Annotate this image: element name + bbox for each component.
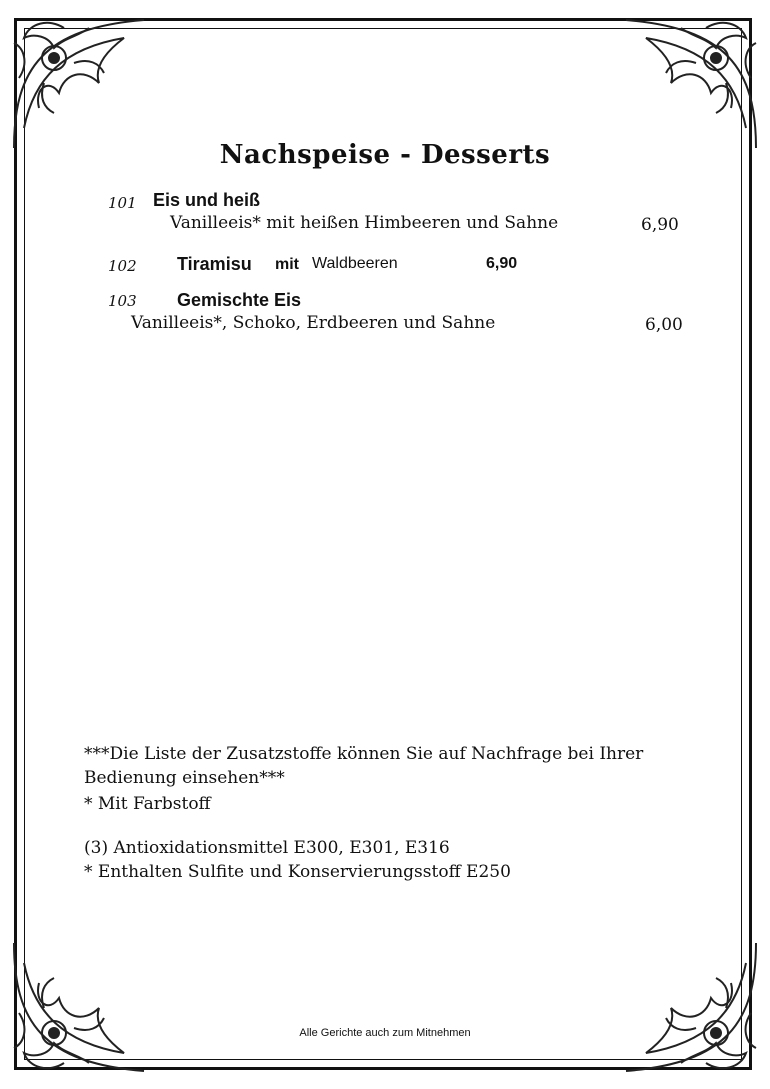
item-name: Eis und heiß — [153, 190, 261, 210]
page-border-inner — [24, 28, 742, 1060]
sulfite-note: * Enthalten Sulfite und Konservierungsstoff E250 — [84, 862, 511, 882]
ornament-corner-bottom-left — [4, 933, 154, 1083]
colorant-note: * Mit Farbstoff — [84, 794, 211, 814]
ornament-corner-top-left — [4, 8, 154, 158]
antioxidant-note: (3) Antioxidationsmittel E300, E301, E316 — [84, 838, 450, 858]
item-number: 101 — [108, 194, 137, 212]
ornament-corner-bottom-right — [616, 933, 766, 1083]
additives-note: ***Die Liste der Zusatzstoffe können Sie auf Nachfrage bei Ihrer — [84, 744, 644, 764]
item-name: Gemischte Eis — [177, 290, 302, 310]
item-description: Vanilleeis*, Schoko, Erdbeeren und Sahne — [131, 313, 496, 333]
item-price: 6,00 — [645, 315, 683, 335]
ornament-corner-top-right — [616, 8, 766, 158]
item-name: Tiramisu — [177, 254, 252, 274]
takeaway-footer: Alle Gerichte auch zum Mitnehmen — [299, 1027, 471, 1039]
item-description: Vanilleeis* mit heißen Himbeeren und Sahne — [170, 213, 559, 233]
additives-note-cont: Bedienung einsehen*** — [84, 768, 285, 788]
menu-title: Nachspeise - Desserts — [219, 140, 551, 170]
item-number: 102 — [108, 257, 137, 275]
item-connector: mit — [275, 256, 299, 273]
item-description: Waldbeeren — [312, 255, 398, 272]
item-number: 103 — [108, 292, 137, 310]
item-price: 6,90 — [641, 215, 679, 235]
item-price: 6,90 — [486, 255, 518, 272]
